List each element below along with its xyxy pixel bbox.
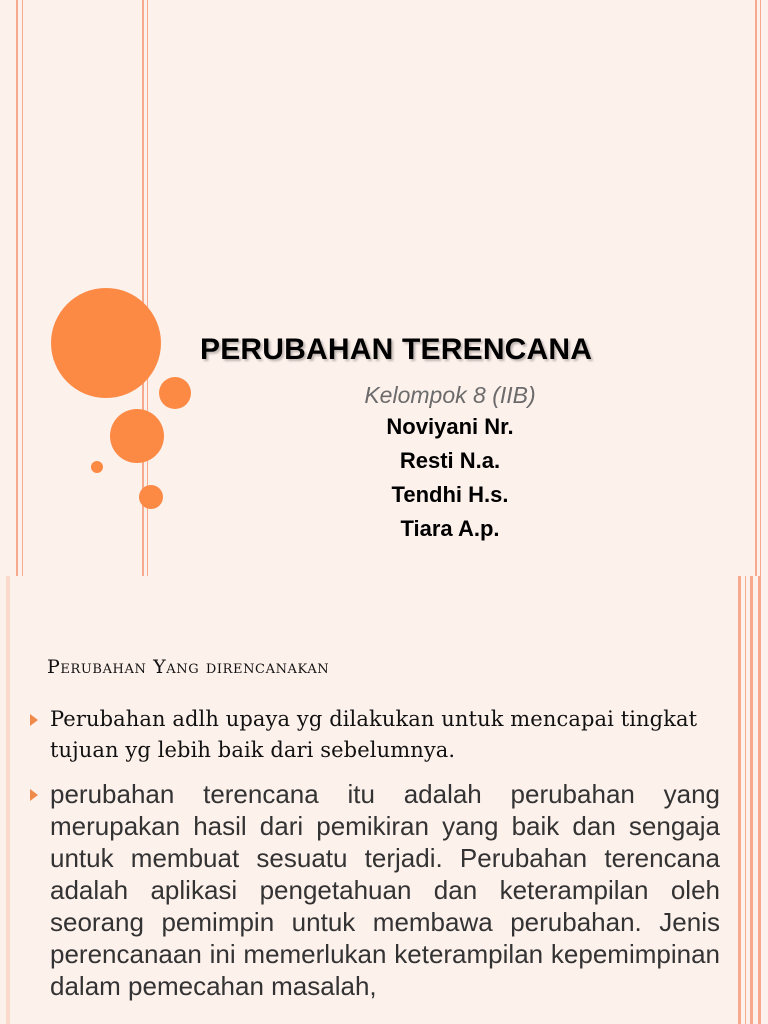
member-name: Tiara A.p. xyxy=(400,516,500,541)
member-name: Noviyani Nr. xyxy=(386,414,514,439)
bullet-item xyxy=(30,778,720,1002)
decorative-line xyxy=(758,576,761,1024)
group-name: Kelompok 8 (IIB) xyxy=(364,382,536,408)
bullet-text: perubahan terencana itu adalah perubahan yang merupakan hasil dari pemikiran yang baik dan sengaja untuk membuat sesuatu terjadi. Perubahan terencana adalah aplikasi pengetahuan dan keterampilan oleh seorang pemimpin untuk membawa perubahan. Jenis perencanaan ini memerlukan keterampilan kepemimpinan dalam pemecahan masalah, xyxy=(50,779,720,1001)
decorative-line xyxy=(750,576,753,1024)
decorative-circle xyxy=(110,409,164,463)
decorative-circle-large xyxy=(51,288,161,398)
decorative-circle xyxy=(139,485,163,509)
decorative-line xyxy=(755,0,757,576)
decorative-line xyxy=(6,576,10,1024)
bullet-arrow-icon xyxy=(30,789,38,801)
subtitle-block xyxy=(330,380,570,546)
member-name: Resti N.a. xyxy=(399,448,501,473)
decorative-line xyxy=(22,0,23,576)
decorative-circle xyxy=(159,377,191,409)
decorative-line xyxy=(738,576,741,1024)
decorative-line xyxy=(760,0,761,576)
decorative-line xyxy=(16,0,18,576)
slide-title: PERUBAHAN TERENCANA xyxy=(200,333,593,366)
section-heading: Perubahan Yang direncanakan xyxy=(47,656,330,678)
bullet-item xyxy=(30,704,720,766)
decorative-line xyxy=(745,576,746,1024)
bullet-text: Perubahan adlh upaya yg dilakukan untuk mencapai tingkat tujuan yg lebih baik dari sebelumnya. xyxy=(50,707,698,762)
decorative-circle-small xyxy=(91,461,103,473)
member-name: Tendhi H.s. xyxy=(391,482,509,507)
bullet-arrow-icon xyxy=(30,714,38,726)
